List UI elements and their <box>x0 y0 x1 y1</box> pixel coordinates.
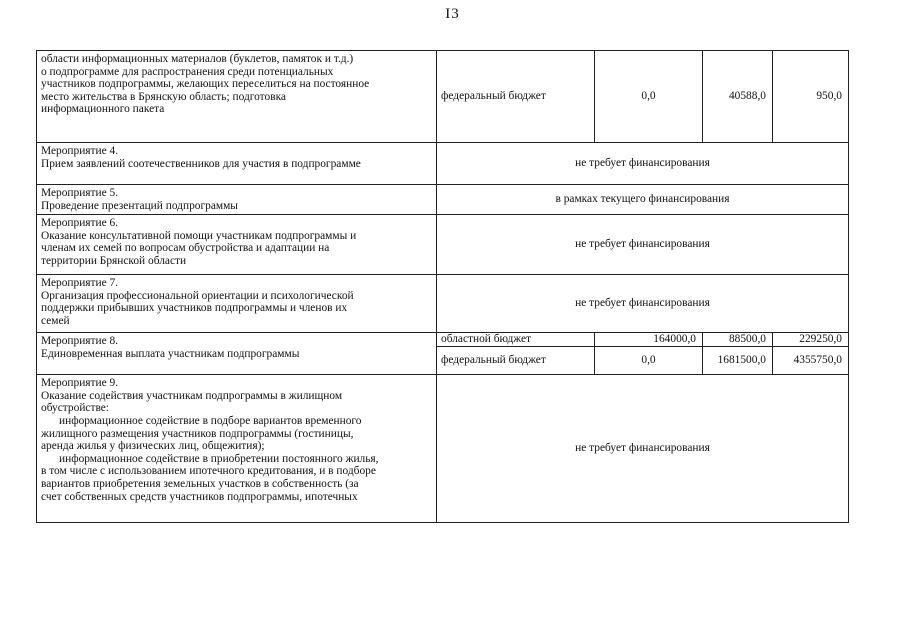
funding-note: не требует финансирования <box>437 275 849 333</box>
activities-table <box>36 50 849 523</box>
funding-source: федеральный бюджет <box>437 51 595 143</box>
funding-value-3: 950,0 <box>773 51 849 143</box>
desc-line: Прием заявлений соотечественников для участия в подпрограмме <box>41 157 361 170</box>
desc-line: Мероприятие 9. <box>41 377 119 390</box>
activity-description <box>37 185 437 215</box>
funding-value-3: 4355750,0 <box>773 347 849 375</box>
desc-line: информационное содействие в подборе вариантов временного <box>59 414 362 427</box>
activity-description <box>37 333 437 375</box>
activity-description <box>37 143 437 185</box>
desc-line: жилищного размещения участников подпрограммы (гостиницы, <box>41 427 354 440</box>
funding-value-2: 1681500,0 <box>703 347 773 375</box>
desc-line: аренда жилья у физических лиц, общежития); <box>41 440 265 453</box>
desc-line: Мероприятие 7. <box>41 277 119 290</box>
funding-value-2: 40588,0 <box>703 51 773 143</box>
desc-line: территории Брянской области <box>41 254 187 267</box>
table-row <box>37 333 849 347</box>
desc-line: Мероприятие 4. <box>41 145 119 157</box>
desc-line: счет собственных средств участников подпрограммы, ипотечных <box>41 490 358 503</box>
table-row <box>37 375 849 523</box>
table-row <box>37 275 849 333</box>
funding-note: в рамках текущего финансирования <box>437 185 849 215</box>
desc-line: участников подпрограммы, желающих переселиться на постоянное <box>41 78 370 91</box>
activity-description <box>37 375 437 523</box>
funding-value-1: 0,0 <box>595 51 703 143</box>
desc-line: членам их семей по вопросам обустройства и адаптации на <box>41 242 330 255</box>
table-row <box>37 185 849 215</box>
desc-line: поддержки прибывших участников подпрограммы и членов их <box>41 302 348 315</box>
desc-line: место жительства в Брянскую область; подготовка <box>41 90 286 103</box>
desc-line: о подпрограмме для распространения среди потенциальных <box>41 65 334 78</box>
funding-value-1: 164000,0 <box>595 333 703 347</box>
activity-description <box>37 51 437 143</box>
desc-line: семей <box>41 314 70 327</box>
desc-line: Мероприятие 6. <box>41 217 119 230</box>
page-number: I3 <box>445 6 460 22</box>
funding-source: областной бюджет <box>437 333 595 347</box>
desc-line: Проведение презентаций подпрограммы <box>41 199 238 212</box>
desc-line: в том числе с использованием ипотечного кредитования, и в подборе <box>41 465 376 478</box>
desc-line: Мероприятие 5. <box>41 187 119 199</box>
desc-line: вариантов приобретения земельных участков в собственность (за <box>41 477 359 490</box>
table-row <box>37 143 849 185</box>
desc-line: Единовременная выплата участникам подпрограммы <box>41 347 300 360</box>
funding-value-3: 229250,0 <box>773 333 849 347</box>
desc-line: информационное содействие в приобретении постоянного жилья, <box>59 452 379 465</box>
desc-line: Оказание консультативной помощи участникам подпрограммы и <box>41 229 357 242</box>
funding-value-2: 88500,0 <box>703 333 773 347</box>
funding-note: не требует финансирования <box>437 215 849 275</box>
desc-line: Организация профессиональной ориентации и психологической <box>41 289 354 302</box>
desc-line: области информационных материалов (буклетов, памяток и т.д.) <box>41 53 354 65</box>
funding-source: федеральный бюджет <box>437 347 595 375</box>
desc-line: информационного пакета <box>41 103 165 116</box>
activity-description <box>37 215 437 275</box>
desc-line: Мероприятие 8. <box>41 335 119 348</box>
activity-description <box>37 275 437 333</box>
table-row <box>37 51 849 143</box>
desc-line: обустройстве: <box>41 402 109 415</box>
funding-note: не требует финансирования <box>437 143 849 185</box>
funding-value-1: 0,0 <box>595 347 703 375</box>
funding-note: не требует финансирования <box>437 375 849 523</box>
desc-line: Оказание содействия участникам подпрограммы в жилищном <box>41 389 343 402</box>
table-row <box>37 215 849 275</box>
